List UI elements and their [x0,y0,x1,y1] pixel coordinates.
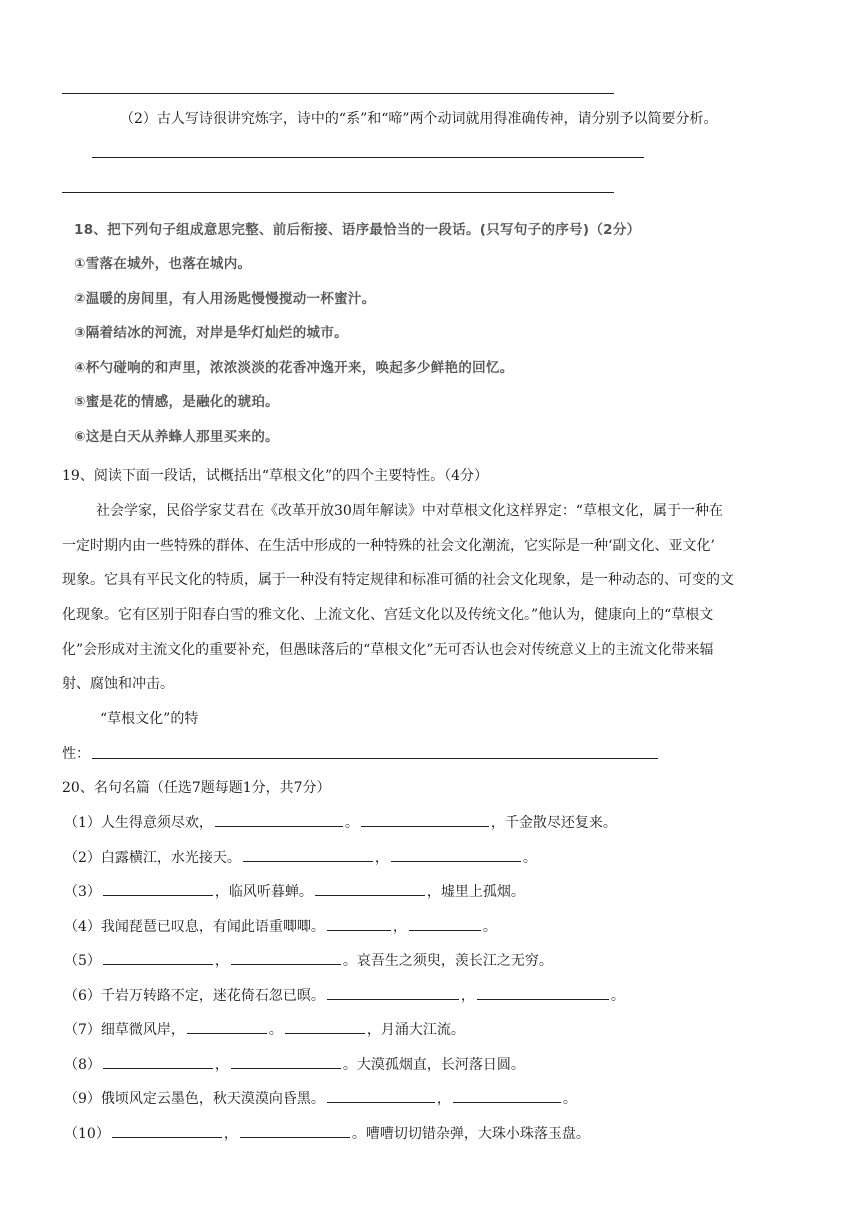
q20-5-blank-2[interactable] [231,950,341,965]
q20-item-6: （6）千岩万转路不定，迷花倚石忽已暝。 ， 。 [64,985,625,1005]
q20-10-blank-1[interactable] [112,1123,222,1138]
q20-1-blank-1[interactable] [215,812,343,827]
q20-item-10: （10） ， 。嘈嘈切切错杂弹，大珠小珠落玉盘。 [64,1123,590,1143]
answer-line-q17-2[interactable] [62,192,614,193]
q20-6-blank-1[interactable] [327,985,459,1000]
q19-answer-label-2: 性： [62,746,90,762]
q18-item-4: ④杯勺碰响的和声里，浓浓淡淡的花香冲逸开来，唤起多少鲜艳的回忆。 [74,360,514,376]
q20-8-blank-2[interactable] [231,1054,341,1069]
q18-prompt: 18、把下列句子组成意思完整、前后衔接、语序最恰当的一段话。(只写句子的序号)（2分） [74,222,641,238]
q19-line-3: 现象。它具有平民文化的特质，属于一种没有特定规律和标准可循的社会文化现象，是一种动态的、可变的文 [62,572,734,588]
answer-line-top[interactable] [62,93,614,94]
q20-2-blank-1[interactable] [243,847,373,862]
q20-item-5: （5） ， 。哀吾生之须臾，羡长江之无穷。 [64,950,553,970]
q20-4-blank-2[interactable] [409,916,481,931]
q18-item-1: ①雪落在城外，也落在城内。 [74,256,252,272]
q20-item-3: （3） ，临风听暮蝉。 ，墟里上孤烟。 [64,881,525,901]
q19-prompt: 19、阅读下面一段话，试概括出“草根文化”的四个主要特性。（4分） [62,468,489,484]
q20-item-4: （4）我闻琵琶已叹息，有闻此语重唧唧。 ， 。 [64,916,497,936]
q18-item-5: ⑤蜜是花的情感，是融化的琥珀。 [74,394,279,410]
q18-item-6: ⑥这是白天从养蜂人那里买来的。 [74,429,279,445]
q20-6-blank-2[interactable] [477,985,609,1000]
q20-7-blank-1[interactable] [187,1019,267,1034]
q20-item-1: （1）人生得意须尽欢， 。 ，千金散尽还复来。 [64,812,617,832]
q18-item-3: ③隔着结冰的河流，对岸是华灯灿烂的城市。 [74,325,348,341]
q20-3-blank-1[interactable] [103,881,213,896]
q20-item-8: （8） ， 。大漠孤烟直，长河落日圆。 [64,1054,525,1074]
q20-4-blank-1[interactable] [327,916,391,931]
answer-line-q17-1[interactable] [92,157,644,158]
q19-answer-line[interactable] [92,758,658,759]
q20-item-9: （9）俄顷风定云墨色，秋天漠漠向昏黑。 ， 。 [64,1088,577,1108]
q18-item-2: ②温暖的房间里，有人用汤匙慢慢搅动一杯蜜汁。 [74,291,376,307]
q20-9-blank-2[interactable] [453,1088,561,1103]
q17-sub2-prompt: （2）古人写诗很讲究炼字，诗中的“系”和“啼”两个动词就用得准确传神，请分别予以简要分析。 [120,111,718,127]
q20-9-blank-1[interactable] [327,1088,435,1103]
q20-3-blank-2[interactable] [315,881,425,896]
q20-item-7: （7）细草微风岸， 。 ，月涌大江流。 [64,1019,465,1039]
q19-line-2: 一定时期内由一些特殊的群体、在生活中形成的一种特殊的社会文化潮流，它实际是一种‘副文化、亚文化’ [62,538,715,554]
q20-5-blank-1[interactable] [103,950,213,965]
q20-1-blank-2[interactable] [361,812,489,827]
q19-line-5: 化”会形成对主流文化的重要补充，但愚昧落后的“草根文化”无可否认也会对传统意义上的主流文化带来辐 [62,642,714,658]
q19-line-6: 射、腐蚀和冲击。 [62,676,174,692]
q20-prompt: 20、名句名篇（任选7题每题1分，共7分） [62,780,331,796]
q20-10-blank-2[interactable] [240,1123,350,1138]
q19-line-4: 化现象。它有区别于阳春白雪的雅文化、上流文化、宫廷文化以及传统文化。”他认为，健康向上的“草根文 [62,607,714,623]
q20-7-blank-2[interactable] [285,1019,365,1034]
q20-item-2: （2）白露横江，水光接天。 ， 。 [64,847,537,867]
q19-line-1: 社会学家，民俗学家艾君在《改革开放30周年解读》中对草根文化这样界定：“草根文化，属于一种在 [96,503,723,519]
q20-8-blank-1[interactable] [103,1054,213,1069]
q20-2-blank-2[interactable] [391,847,521,862]
q19-answer-label-1: “草根文化”的特 [100,711,199,727]
